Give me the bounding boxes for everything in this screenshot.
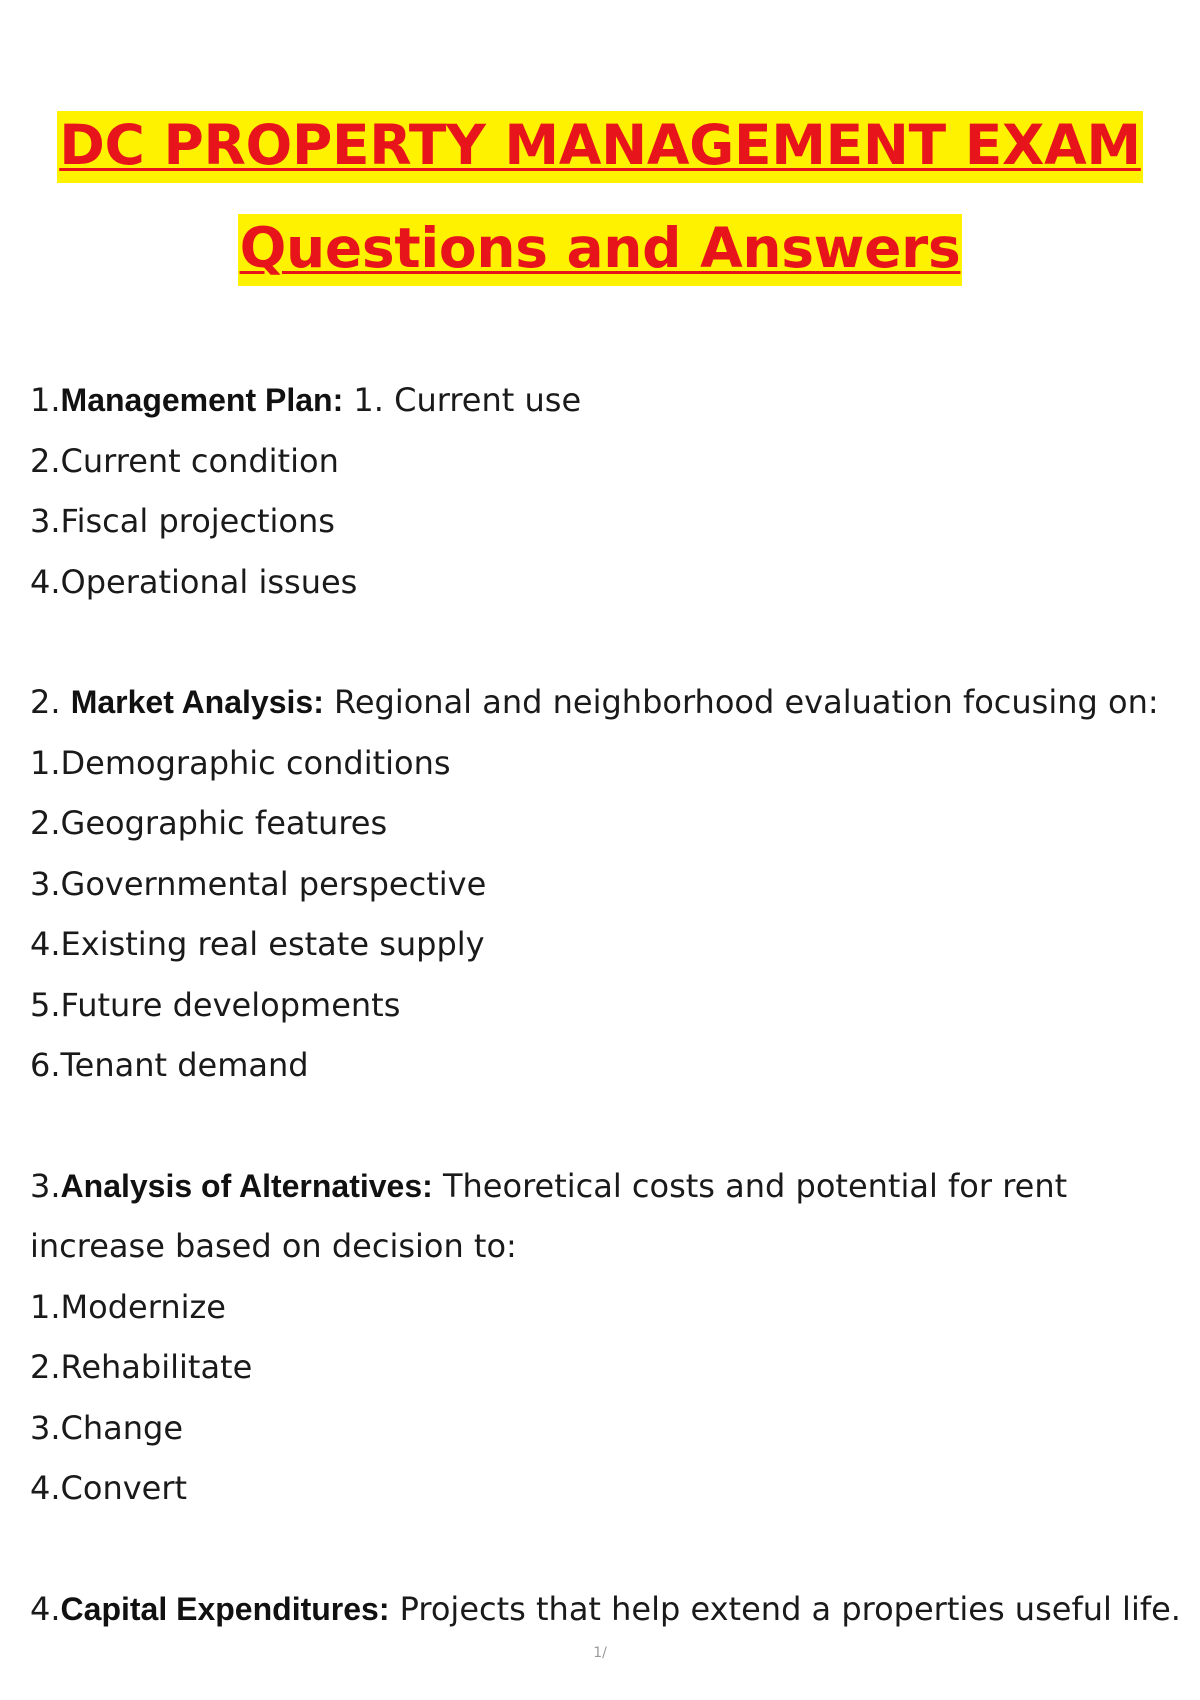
item-subline: 3.Governmental perspective [30, 864, 487, 903]
document-title [0, 113, 1200, 177]
qa-item-heading [30, 1579, 1180, 1640]
item-subline: 6.Tenant demand [30, 1046, 309, 1084]
item-subline: 5.Future developments [30, 985, 401, 1024]
qa-item-heading [30, 370, 1180, 431]
item-definition: Projects that help extend a properties useful life. [399, 1589, 1181, 1628]
item-number: 1. [30, 381, 61, 419]
item-subline: 2.Rehabilitate [30, 1348, 253, 1386]
item-subline: 2.Current condition [30, 441, 339, 480]
qa-item-3 [30, 1156, 1180, 1519]
item-subline: 1.Modernize [30, 1287, 226, 1326]
item-subline: 4.Existing real estate supply [30, 925, 485, 963]
item-number: 4. [30, 1589, 61, 1628]
title-line-1: DC PROPERTY MANAGEMENT EXAM [57, 111, 1143, 183]
item-term: Capital Expenditures: [60, 1590, 390, 1627]
item-subline: 4.Operational issues [30, 562, 358, 601]
spacer [30, 1096, 1180, 1156]
item-number: 3. [30, 1166, 61, 1205]
item-definition: Regional and neighborhood evaluation focusing on: [334, 683, 1159, 721]
item-term: Market Analysis: [70, 684, 324, 720]
page-number: 1/ [593, 1645, 607, 1661]
item-term: Management Plan: [60, 382, 344, 418]
qa-item-2 [30, 672, 1180, 1096]
spacer [30, 1519, 1180, 1579]
document-subtitle [0, 216, 1200, 280]
qa-content [30, 370, 1180, 1639]
qa-item-heading [30, 672, 1180, 733]
item-subline: 3.Fiscal projections [30, 502, 335, 540]
item-term: Analysis of Alternatives: [60, 1167, 433, 1204]
item-definition: Theoretical costs and potential for rent [442, 1166, 1068, 1205]
item-subline: 3.Change [30, 1408, 184, 1447]
item-subline: increase based on decision to: [30, 1227, 517, 1265]
item-number: 2. [30, 683, 61, 721]
spacer [30, 612, 1180, 672]
item-definition: 1. Current use [353, 381, 582, 419]
qa-item-heading [30, 1156, 1180, 1217]
item-subline: 1.Demographic conditions [30, 743, 451, 782]
qa-item-1 [30, 370, 1180, 612]
item-subline: 2.Geographic features [30, 804, 388, 842]
title-line-2: Questions and Answers [238, 214, 963, 286]
item-subline: 4.Convert [30, 1469, 188, 1507]
qa-item-4 [30, 1579, 1180, 1640]
